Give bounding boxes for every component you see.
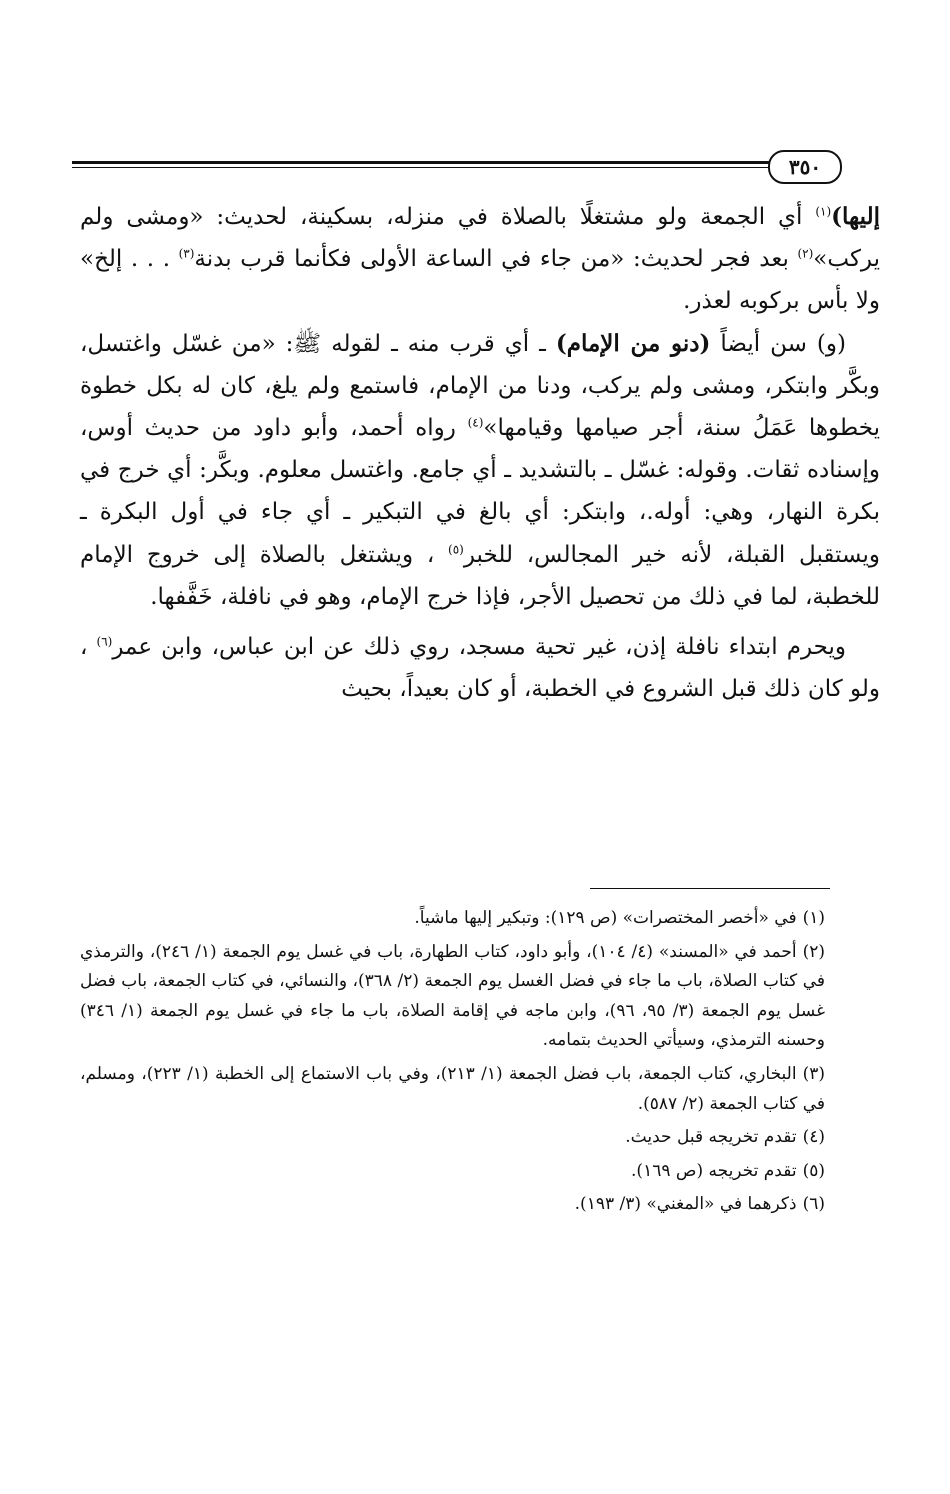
footnote-text: تقدم تخريجه (ص ١٦٩). (631, 1160, 797, 1181)
footnote-text: ذكرهما في «المغني» (٣/ ١٩٣). (574, 1194, 797, 1215)
footnote-marker: (٦) (96, 634, 113, 649)
text-run: أي الجمعة ولو مشتغلًا بالصلاة في منزله، بسكينة، لحديث: «ومشى ولم يركب» (80, 204, 880, 273)
footnote-text: البخاري، كتاب الجمعة، باب فضل الجمعة (١/ ٢١٣)، وفي باب الاستماع إلى الخطبة (١/ ٢٢٣)، ومسلم، في كتاب الجمعة (٢/ ٥٨٧). (80, 1063, 825, 1114)
text-run: . . . إلخ» ولا بأس بركوبه لعذر. (80, 246, 880, 315)
text-run: بعد فجر لحديث: «من جاء في الساعة الأولى فكأنما قرب بدنة (194, 246, 798, 273)
text-run: رواه أحمد، وأبو داود من حديث أوس، وإسناده ثقات. وقوله: غسّل ـ بالتشديد ـ أي جامع. واغتسل معلوم. وبكَّر: أي خرج في بكرة النهار، وهي: أوله.، وابتكر: أي بالغ في التبكير ـ أي جاء في أول البكرة ـ ويستقبل القبلة، لأنه خير المجالس، للخبر (80, 415, 880, 568)
text-run: (و) سن أيضاً (710, 330, 846, 357)
bold-text: إليها) (831, 203, 880, 230)
page-header (72, 150, 842, 188)
paragraph (80, 323, 880, 618)
footnote-item (80, 1123, 825, 1153)
footnote-item (80, 1060, 825, 1119)
footnote-item (80, 1157, 825, 1187)
header-rule-thin (72, 167, 770, 168)
footnote-text: تقدم تخريجه قبل حديث. (625, 1127, 797, 1148)
footnote-marker: (٥) (448, 541, 464, 556)
footnote-number: (٥) (802, 1160, 825, 1181)
footnote-marker: (٢) (797, 246, 814, 261)
text-run: ، ويشتغل بالصلاة إلى خروج الإمام للخطبة، لما في ذلك من تحصيل الأجر، فإذا خرج الإمام، وهو في نافلة، خَفَّفها. (80, 541, 880, 610)
bold-text: (دنو من الإمام) (555, 329, 711, 357)
text-run: ـ أي قرب منه ـ لقوله ﷺ: «من غسّل واغتسل، وبكَّر وابتكر، ومشى ولم يركب، ودنا من الإمام، فاستمع ولم يلغ، كان له بكل خطوة يخطوها عَمَلُ سنة، أجر صيامها وقيامها» (80, 330, 880, 442)
footnote-item (80, 1190, 825, 1220)
page-number: ٣٥٠ (768, 150, 842, 184)
footnote-number: (٢) (802, 941, 826, 962)
footnote-item (80, 938, 825, 1056)
footnote-number: (٣) (802, 1063, 825, 1084)
footnote-item (80, 904, 825, 934)
footnote-number: (١) (802, 908, 825, 928)
footnote-number: (٦) (802, 1194, 825, 1215)
paragraph (80, 196, 880, 323)
text-run: ، ولو كان ذلك قبل الشروع في الخطبة، أو كان بعيداً، بحيث (80, 634, 880, 703)
footnote-separator (590, 888, 830, 889)
main-text (80, 196, 880, 710)
footnotes (80, 904, 825, 1224)
header-rule (72, 161, 770, 164)
footnote-number: (٤) (802, 1127, 825, 1148)
footnote-marker: (٤) (467, 415, 484, 430)
footnote-text: أحمد في «المسند» (٤/ ١٠٤)، وأبو داود، كتاب الطهارة، باب في غسل يوم الجمعة (١/ ٢٤٦)، والترمذي في كتاب الصلاة، باب ما جاء في فضل الغسل يوم الجمعة (٢/ ٣٦٨)، والنسائي، في كتاب الجمعة، باب فضل غسل يوم الجمعة (٣/ ٩٥، ٩٦)، وابن ماجه في إقامة الصلاة، باب ما جاء في غسل يوم الجمعة (١/ ٣٤٦) وحسنه الترمذي، وسيأتي الحديث بتمامه. (80, 941, 825, 1051)
footnote-text: في «أخصر المختصرات» (ص ١٢٩): وتبكير إليها ماشياً. (414, 908, 797, 928)
footnote-marker: (٣) (178, 246, 195, 261)
text-run: ويحرم ابتداء نافلة إذن، غير تحية مسجد، روي ذلك عن ابن عباس، وابن عمر (112, 634, 847, 661)
paragraph (80, 626, 880, 710)
footnote-marker: (١) (815, 204, 832, 219)
